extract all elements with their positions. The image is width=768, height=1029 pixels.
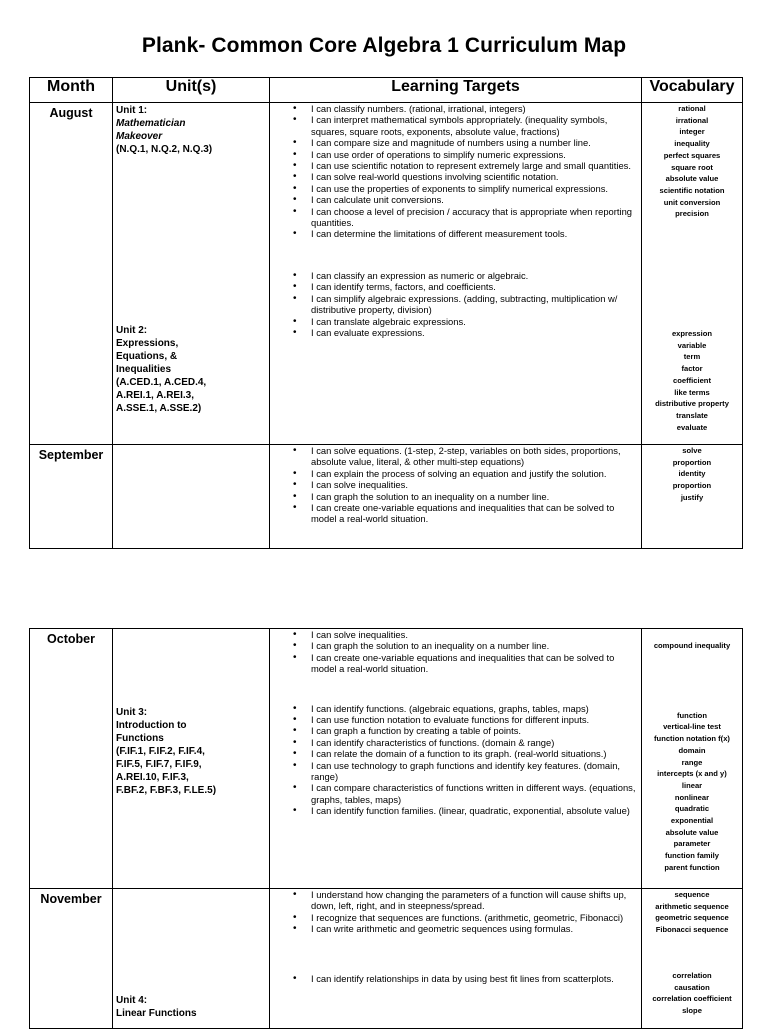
table-row-october	[30, 629, 743, 889]
list-item: • I can solve inequalities.	[270, 629, 638, 640]
vocab-term: function notation f(x)	[654, 734, 730, 744]
list-item: • I can identify function families. (linear, quadratic, exponential, absolute value)	[270, 805, 638, 816]
curriculum-table-1	[29, 77, 743, 549]
unit1-title-line2: Makeover	[116, 131, 163, 142]
targets-september	[270, 445, 642, 549]
month-september: September	[30, 445, 113, 549]
list-item: • I can use the properties of exponents to simplify numerical expressions.	[270, 183, 638, 194]
vocab-term: function family	[664, 851, 719, 861]
list-item: • I can choose a level of precision / accuracy that is appropriate when reporting quantities.	[270, 206, 638, 229]
vocab-term: solve	[682, 446, 702, 455]
header-month: Month	[30, 78, 113, 103]
target-list-unit2	[270, 270, 638, 338]
vocab-term: function	[677, 710, 707, 720]
unit2-standards-line2: A.REI.1, A.REI.3,	[116, 390, 194, 401]
vocab-term: arithmetic sequence	[655, 901, 729, 911]
list-item: • I can identify functions. (algebraic equations, graphs, tables, maps)	[270, 703, 638, 714]
list-item: • I can identify characteristics of functions. (domain & range)	[270, 737, 638, 748]
unit2-title-line3: Inequalities	[116, 364, 172, 375]
unit2-title-line1: Expressions,	[116, 338, 179, 349]
targets-november	[270, 889, 642, 1029]
list-item: • I can relate the domain of a function to its graph. (real-world situations.)	[270, 748, 638, 759]
vocab-term: term	[683, 352, 701, 362]
list-item: • I can calculate unit conversions.	[270, 194, 638, 205]
vocab-term: range	[681, 757, 703, 767]
target-list-september	[270, 445, 638, 525]
unit4-name: Unit 4:	[116, 995, 148, 1006]
list-item: • I can use scientific notation to represent extremely large and small quantities.	[270, 160, 638, 171]
unit3-standards-line2: F.IF.5, F.IF.7, F.IF.9,	[116, 759, 202, 770]
vocab-term: unit conversion	[663, 197, 721, 207]
vocab-term: translate	[676, 410, 708, 420]
unit1-standards: (N.Q.1, N.Q.2, N.Q.3)	[116, 144, 213, 155]
page-title: Plank- Common Core Algebra 1 Curriculum Map	[141, 34, 627, 57]
vocab-term: precision	[675, 209, 709, 219]
table-row-september	[30, 445, 743, 549]
unit2-standards-line1: (A.CED.1, A.CED.4,	[116, 377, 207, 388]
vocab-term: irrational	[675, 115, 709, 125]
list-item: • I can identify relationships in data by using best fit lines from scatterplots.	[270, 973, 638, 984]
vocab-term: factor	[681, 364, 703, 374]
month-october: October	[30, 629, 113, 889]
vocab-term: correlation	[672, 970, 712, 980]
vocab-october	[642, 629, 743, 889]
vocab-term: Fibonacci sequence	[655, 925, 729, 935]
target-list-october-a	[270, 629, 638, 675]
vocab-term: nonlinear	[674, 792, 710, 802]
vocab-term: integer	[679, 127, 705, 137]
header-vocabulary: Vocabulary	[642, 78, 743, 103]
unit4-title-line1: Linear Functions	[116, 1008, 197, 1019]
list-item: • I can graph the solution to an inequality on a number line.	[270, 640, 638, 651]
list-item: • I can solve equations. (1-step, 2-step, variables on both sides, proportions, absolute value, literal, & other multi-step equations)	[270, 445, 638, 468]
vocab-term: coefficient	[673, 375, 711, 385]
unit3-name: Unit 3:	[116, 707, 148, 718]
vocab-term: correlation coefficient	[652, 994, 732, 1004]
list-item: • I can write arithmetic and geometric sequences using formulas.	[270, 923, 638, 934]
vocab-term: vertical-line test	[663, 722, 721, 732]
list-item: • I recognize that sequences are functions. (arithmetic, geometric, Fibonacci)	[270, 912, 638, 923]
vocab-term: sequence	[674, 890, 710, 899]
list-item: • I can create one-variable equations and inequalities that can be solved to model a real-world situation.	[270, 502, 638, 525]
vocab-term: quadratic	[674, 804, 710, 814]
table-row-august	[30, 103, 743, 445]
vocab-term: absolute value	[665, 827, 719, 837]
unit2-title-line2: Equations, &	[116, 351, 178, 362]
list-item: • I can explain the process of solving an equation and justify the solution.	[270, 468, 638, 479]
vocab-term: domain	[678, 745, 706, 755]
vocab-term: parameter	[673, 839, 711, 849]
vocab-term: intercepts (x and y)	[657, 769, 727, 779]
vocab-term: causation	[674, 982, 710, 992]
vocab-august	[642, 103, 743, 445]
vocab-term: geometric sequence	[655, 913, 729, 923]
vocab-term: rational	[678, 104, 706, 113]
list-item: • I can use technology to graph functions and identify key features. (domain, range)	[270, 760, 638, 783]
vocab-term: square root	[671, 162, 713, 172]
vocab-term: absolute value	[665, 174, 719, 184]
table-row-november	[30, 889, 743, 1029]
header-row	[30, 78, 743, 103]
list-item: • I can use order of operations to simplify numeric expressions.	[270, 149, 638, 160]
vocab-term: identity	[678, 469, 706, 479]
unit1-title-line1: Mathematician	[116, 118, 186, 129]
units-november	[113, 889, 270, 1029]
vocab-term: variable	[677, 340, 707, 350]
list-item: • I can identify terms, factors, and coefficients.	[270, 281, 638, 292]
list-item: • I can simplify algebraic expressions. (adding, subtracting, multiplication w/ distributive property, division)	[270, 293, 638, 316]
vocab-term: inequality	[674, 139, 710, 149]
target-list-unit1	[270, 103, 638, 240]
header-units: Unit(s)	[113, 78, 270, 103]
unit1-name: Unit 1:	[116, 105, 148, 116]
unit3-standards-line4: F.BF.2, F.BF.3, F.LE.5)	[116, 785, 217, 796]
curriculum-table-2	[29, 628, 743, 1029]
list-item: • I can solve real-world questions involving scientific notation.	[270, 171, 638, 182]
unit2-standards-line3: A.SSE.1, A.SSE.2)	[116, 403, 202, 414]
targets-october	[270, 629, 642, 889]
month-august: August	[30, 103, 113, 445]
header-targets: Learning Targets	[270, 78, 642, 103]
vocab-term: expression	[671, 329, 713, 339]
list-item: • I can use function notation to evaluate functions for different inputs.	[270, 714, 638, 725]
list-item: • I can determine the limitations of different measurement tools.	[270, 228, 638, 239]
unit3-standards-line3: A.REI.10, F.IF.3,	[116, 772, 189, 783]
vocab-term: linear	[681, 780, 703, 790]
list-item: • I can evaluate expressions.	[270, 327, 638, 338]
targets-august	[270, 103, 642, 445]
list-item: • I can interpret mathematical symbols appropriately. (inequality symbols, squares, square roots, exponents, absolute value, fractions)	[270, 114, 638, 137]
vocab-term: evaluate	[676, 422, 708, 432]
list-item: • I can compare characteristics of functions written in different ways. (equations, graphs, tables, maps)	[270, 782, 638, 805]
vocab-term: perfect squares	[663, 150, 721, 160]
units-august	[113, 103, 270, 445]
vocab-term: parent function	[664, 862, 720, 872]
vocab-term: slope	[682, 1005, 702, 1015]
vocab-september	[642, 445, 743, 549]
vocab-term: compound inequality	[653, 641, 731, 650]
list-item: • I can graph a function by creating a table of points.	[270, 725, 638, 736]
list-item: • I can graph the solution to an inequality on a number line.	[270, 491, 638, 502]
target-list-unit3	[270, 703, 638, 817]
unit3-title-line1: Introduction to	[116, 720, 187, 731]
list-item: • I can create one-variable equations and inequalities that can be solved to model a real-world situation.	[270, 652, 638, 675]
target-list-november-a	[270, 889, 638, 935]
list-item: • I can solve inequalities.	[270, 479, 638, 490]
month-november: November	[30, 889, 113, 1029]
vocab-term: justify	[680, 492, 704, 502]
list-item: • I understand how changing the parameters of a function will cause shifts up, down, left, right, and in steepness/spread.	[270, 889, 638, 912]
vocab-term: distributive property	[655, 399, 729, 409]
vocab-term: like terms	[674, 387, 710, 397]
vocab-term: proportion	[672, 481, 712, 491]
units-september	[113, 445, 270, 549]
unit3-standards-line1: (F.IF.1, F.IF.2, F.IF.4,	[116, 746, 205, 757]
unit2-name: Unit 2:	[116, 325, 148, 336]
vocab-term: scientific notation	[659, 185, 725, 195]
units-october	[113, 629, 270, 889]
list-item: • I can compare size and magnitude of numbers using a number line.	[270, 137, 638, 148]
list-item: • I can classify numbers. (rational, irrational, integers)	[270, 103, 638, 114]
target-list-unit4	[270, 973, 638, 984]
vocab-november	[642, 889, 743, 1029]
list-item: • I can classify an expression as numeric or algebraic.	[270, 270, 638, 281]
unit3-title-line2: Functions	[116, 733, 164, 744]
vocab-term: exponential	[670, 816, 714, 826]
vocab-term: proportion	[672, 457, 712, 467]
list-item: • I can translate algebraic expressions.	[270, 316, 638, 327]
